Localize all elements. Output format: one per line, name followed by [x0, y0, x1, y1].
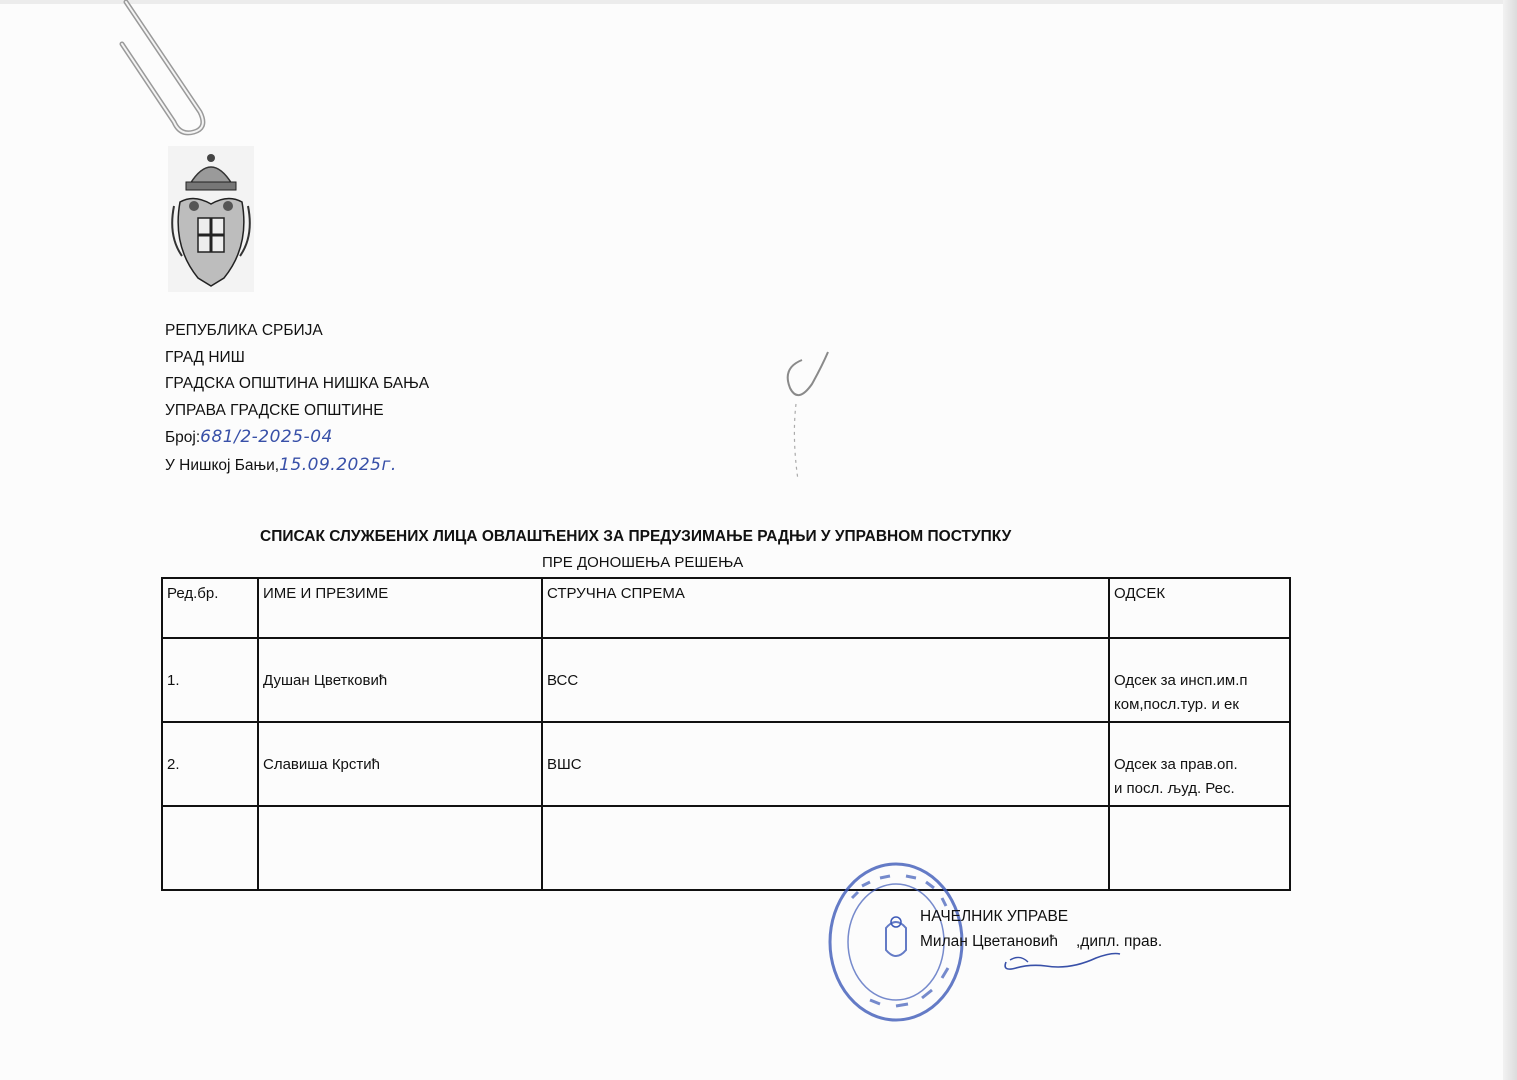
- signatory-title-suffix: ,дипл. прав.: [1075, 933, 1163, 950]
- cell-name: [258, 806, 542, 890]
- number-label: Број:: [165, 429, 201, 446]
- department-line: Одсек за прав.оп.: [1114, 756, 1238, 773]
- cell-number: 1.: [162, 638, 258, 722]
- scan-edge-right: [1503, 0, 1517, 1080]
- cell-department: [1109, 638, 1290, 722]
- signatory-name: Милан Цветановић: [920, 933, 1058, 950]
- cell-name: Славиша Крстић: [258, 722, 542, 806]
- date-handwritten: 15.09.2025г.: [279, 454, 397, 475]
- scan-edge-top: [0, 0, 1517, 4]
- header-cell-department: ОДСЕК: [1109, 578, 1290, 638]
- header-cell-education: СТРУЧНА СПРЕМА: [542, 578, 1109, 638]
- pen-scribble-mark: [772, 348, 832, 488]
- issuer-header: [165, 318, 429, 479]
- document-number: [165, 424, 429, 452]
- cell-department: [1109, 806, 1290, 890]
- cell-education: ВСС: [542, 638, 1109, 722]
- place-label: У Нишкој Бањи,: [165, 456, 280, 474]
- table-header-row: [162, 578, 1290, 638]
- cell-department: [1109, 722, 1290, 806]
- header-cell-name: ИМЕ И ПРЕЗИМЕ: [258, 578, 542, 638]
- department-line: Одсек за инсп.им.п: [1114, 672, 1248, 689]
- cell-education: ВШС: [542, 722, 1109, 806]
- cell-number: [162, 806, 258, 890]
- header-cell-number: Ред.бр.: [162, 578, 258, 638]
- number-handwritten: 681/2-2025-04: [200, 427, 333, 447]
- header-line: ГРАДСКА ОПШТИНА НИШКА БАЊА: [165, 375, 430, 392]
- department-line: и посл. људ. Рес.: [1114, 780, 1235, 797]
- department-line: ком,посл.тур. и ек: [1114, 696, 1239, 713]
- document-title: СПИСАК СЛУЖБЕНИХ ЛИЦА ОВЛАШЋЕНИХ ЗА ПРЕДУЗИМАЊЕ РАДЊИ У УПРАВНОМ ПОСТУПКУ: [260, 528, 1012, 545]
- handwritten-signature: [1000, 944, 1125, 976]
- cell-number: 2.: [162, 722, 258, 806]
- officials-table: [161, 577, 1291, 891]
- document-subtitle: ПРЕ ДОНОШЕЊА РЕШЕЊА: [542, 554, 744, 571]
- cell-name: Душан Цветковић: [258, 638, 542, 722]
- header-line: ГРАД НИШ: [165, 348, 245, 366]
- signatory-role: НАЧЕЛНИК УПРАВЕ: [920, 908, 1069, 925]
- document-date: [165, 452, 429, 480]
- coat-of-arms-icon: [168, 146, 254, 292]
- paperclip-icon: [108, 0, 218, 140]
- table-row: [162, 638, 1290, 722]
- table-row-empty: [162, 806, 1290, 890]
- header-line: УПРАВА ГРАДСКЕ ОПШТИНЕ: [165, 401, 384, 419]
- table-row: [162, 722, 1290, 806]
- header-line: РЕПУБЛИКА СРБИЈА: [165, 322, 323, 339]
